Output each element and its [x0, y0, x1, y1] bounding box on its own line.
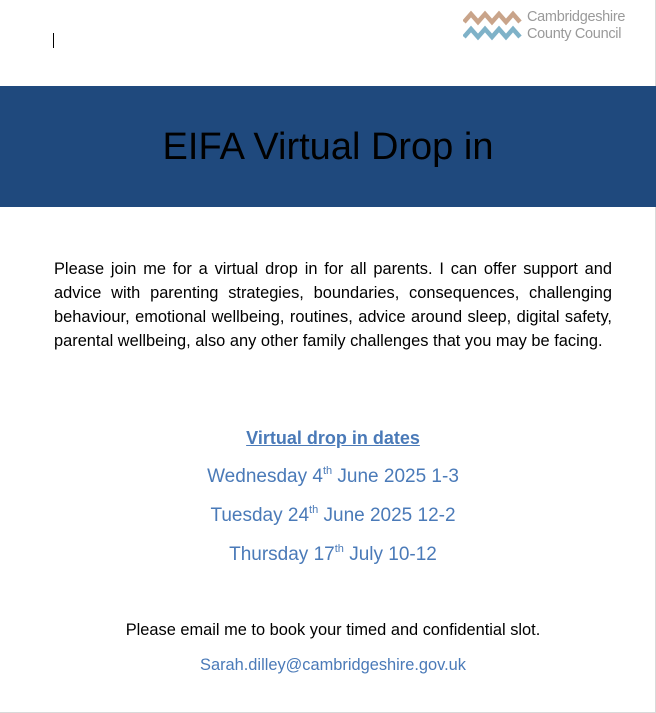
logo-line-1: Cambridgeshire — [527, 9, 626, 25]
date-item-rest: June 2025 12-2 — [318, 505, 456, 526]
date-item-suffix: th — [309, 504, 319, 516]
date-item-day: Wednesday 4 — [207, 466, 323, 487]
date-item-suffix: th — [322, 465, 333, 477]
date-item-day: Thursday 17 — [229, 544, 335, 565]
date-item — [0, 504, 656, 528]
dates-heading: Virtual drop in dates — [246, 428, 420, 448]
date-item — [0, 465, 656, 489]
logo-wordmark — [527, 9, 625, 43]
booking-instruction: Please email me to book your timed and confidential slot. — [125, 621, 541, 639]
date-item — [0, 543, 656, 567]
date-item-rest: July 10-12 — [343, 544, 437, 565]
council-logo — [463, 7, 625, 43]
logo-line-2: County Council — [527, 26, 622, 42]
date-item-day: Tuesday 24 — [210, 505, 310, 526]
dates-section — [0, 426, 656, 582]
date-item-suffix: th — [334, 543, 344, 555]
page-title: EIFA Virtual Drop in — [162, 126, 494, 168]
cambridgeshire-chevrons-logo-icon — [463, 7, 523, 41]
contact-email-link[interactable]: Sarah.dilley@cambridgeshire.gov.uk — [200, 656, 466, 674]
date-item-rest: June 2025 1-3 — [332, 466, 459, 487]
text-cursor — [53, 33, 54, 48]
title-banner — [0, 86, 656, 207]
intro-paragraph: Please join me for a virtual drop in for all parents. I can offer support and advice with parenting strategies, boundaries, consequences, challenging behaviour, emotional wellbeing, routines, advice around sleep, digital safety, parental wellbeing, also any other family challenges that you may be facing. — [54, 260, 612, 350]
